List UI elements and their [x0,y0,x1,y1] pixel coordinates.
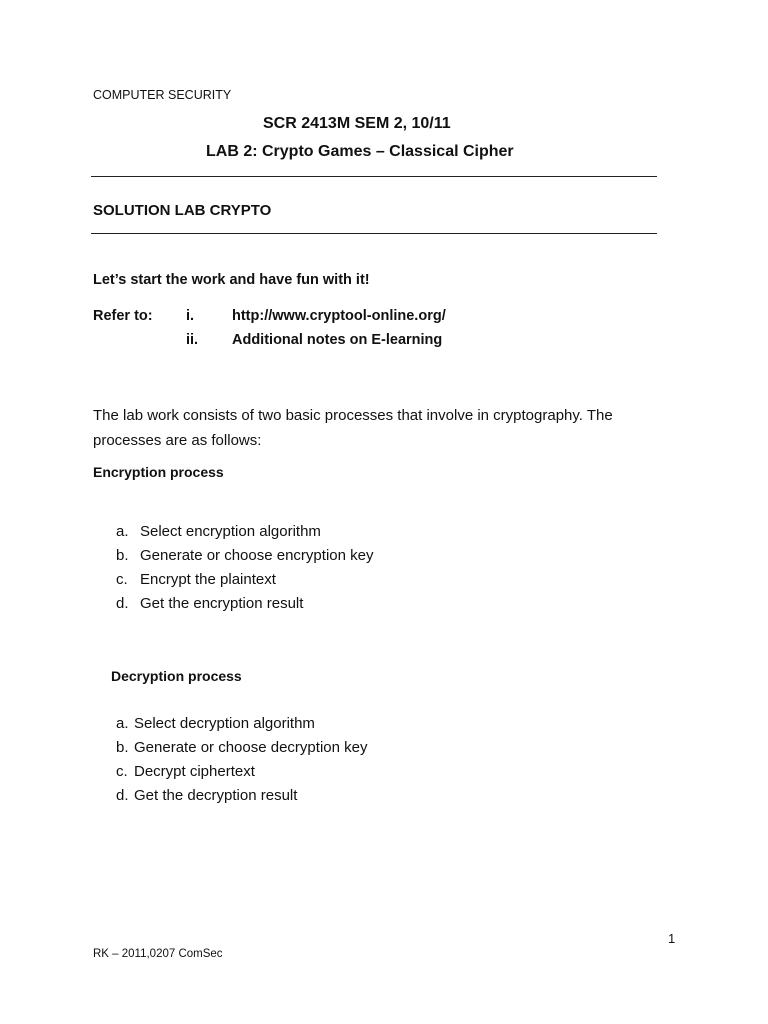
footer-text: RK – 2011,0207 ComSec [93,948,223,960]
lab-title: LAB 2: Crypto Games – Classical Cipher [206,143,514,160]
reference-number: ii. [186,332,199,348]
list-marker: a. [116,715,129,732]
reference-number: i. [186,308,195,324]
list-item-text: Select encryption algorithm [140,523,321,540]
list-item-text: Generate or choose encryption key [140,547,374,564]
page-number: 1 [668,931,676,946]
header-label: COMPUTER SECURITY [93,88,232,102]
list-item-text: Generate or choose decryption key [134,739,368,756]
encryption-title: Encryption process [93,464,224,480]
reference-text: Additional notes on E-learning [232,332,443,348]
divider-top [91,176,657,177]
list-marker: b. [116,739,129,756]
list-marker: c. [116,571,128,588]
list-marker: c. [116,763,128,780]
reference-link[interactable]: http://www.cryptool-online.org/ [232,308,446,324]
list-item-text: Decrypt ciphertext [134,763,255,780]
list-marker: d. [116,787,129,804]
list-marker: b. [116,547,129,564]
solution-heading: SOLUTION LAB CRYPTO [93,202,272,219]
decryption-title: Decryption process [111,668,242,684]
course-code: SCR 2413M SEM 2, 10/11 [263,115,451,132]
list-marker: a. [116,523,129,540]
refer-label: Refer to: [93,308,153,324]
intro-text: Let’s start the work and have fun with it! [93,272,370,288]
divider-bottom [91,233,657,234]
list-item-text: Get the decryption result [134,787,298,804]
description-paragraph: The lab work consists of two basic processes that involve in cryptography. The processes are as follows: [93,407,613,449]
list-item-text: Get the encryption result [140,595,304,612]
list-marker: d. [116,595,129,612]
list-item-text: Encrypt the plaintext [140,571,276,588]
list-item-text: Select decryption algorithm [134,715,315,732]
